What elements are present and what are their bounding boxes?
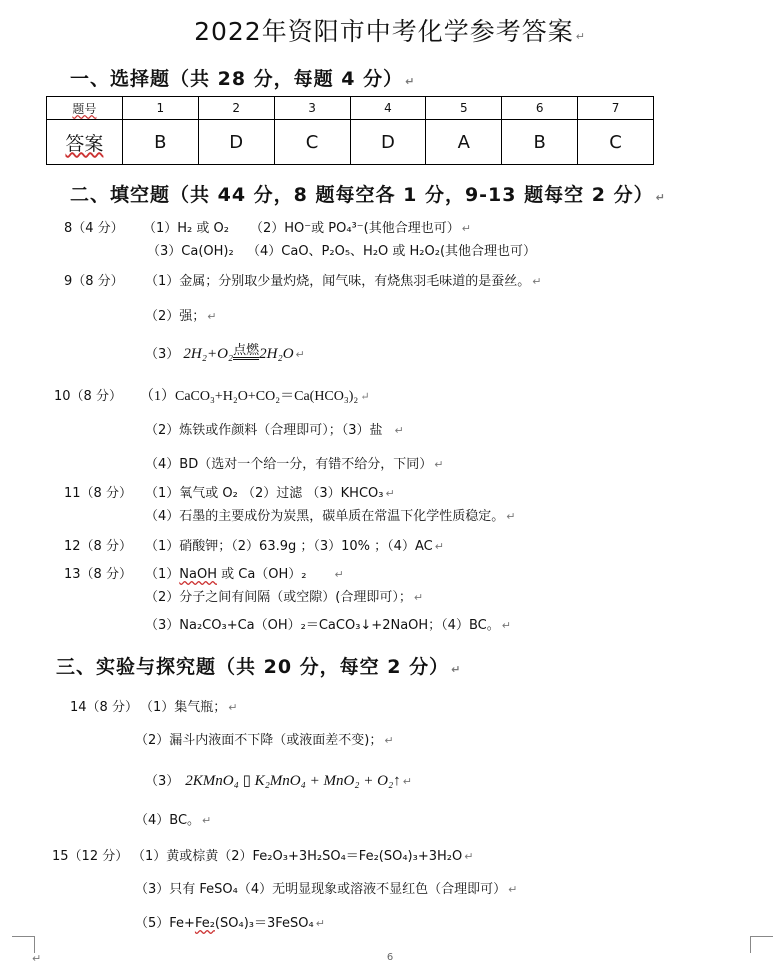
q9-equation-products: 2H₂O — [259, 346, 294, 362]
q15-answer-1: （1）黄或棕黄（2）Fe₂O₃+3H₂SO₄＝Fe₂(SO₄)₃+3H₂O ↵ — [132, 849, 474, 864]
page-corner-mark-right — [750, 936, 773, 953]
q8-answer-2: （2）HO⁻或 PO₄³⁻(其他合理也可） ↵ — [250, 221, 471, 236]
q9-condition: 点燃 — [233, 343, 260, 358]
q12-number: 12（8 分） — [64, 539, 132, 554]
q10-answer-1: （1）CaCO₃+H₂O+CO₂＝Ca(HCO₃)₂ ↵ — [140, 389, 370, 404]
q8-number: 8（4 分） — [64, 221, 124, 236]
table-cell: B — [122, 120, 198, 165]
table-row — [47, 120, 654, 165]
section-2-heading: 二、填空题（共 44 分，8 题每空各 1 分，9-13 题每空 2 分） ↵ — [70, 184, 666, 206]
row-label-number: 题号 — [47, 97, 123, 120]
table-cell: D — [350, 120, 426, 165]
table-row — [47, 97, 654, 120]
q15-answer-3: （5）Fe+Fe₂(SO₄)₃＝3FeSO₄ ↵ — [135, 916, 325, 931]
table-cell: C — [578, 120, 654, 165]
q14-answer-1: （1）集气瓶； ↵ — [140, 700, 238, 715]
table-cell: 5 — [426, 97, 502, 120]
table-cell: 3 — [274, 97, 350, 120]
q8-answer-1: （1）H₂ 或 O₂ — [143, 221, 229, 236]
q11-answer-1: （1）氧气或 O₂ （2）过滤 （3）KHCO₃ ↵ — [145, 486, 395, 501]
q9-answer-1: （1）金属；分别取少量灼烧，闻气味，有烧焦羽毛味道的是蚕丝。 ↵ — [145, 274, 542, 289]
table-cell: D — [198, 120, 274, 165]
page-number: 6 — [386, 952, 394, 963]
q12-answer: （1）硝酸钾；（2）63.9g ；（3）10% ；（4）AC ↵ — [145, 539, 444, 554]
table-cell: 7 — [578, 97, 654, 120]
table-cell: A — [426, 120, 502, 165]
table-cell: B — [502, 120, 578, 165]
q10-number: 10（8 分） — [54, 389, 122, 404]
table-cell: 2 — [198, 97, 274, 120]
q9-answer-2: （2）强； ↵ — [145, 309, 217, 324]
q13-number: 13（8 分） — [64, 567, 132, 582]
q14-answer-3: （3） 2KMnO₄ ▯ K₂MnO₄ + MnO₂ + O₂↑ ↵ — [145, 773, 412, 789]
q14-number: 14（8 分） — [70, 700, 138, 715]
q14-answer-2: （2）漏斗内液面不下降（或液面差不变)； ↵ — [135, 733, 394, 748]
q10-answer-3: （4）BD（选对一个给一分，有错不给分，下同） ↵ — [145, 457, 444, 472]
q15-number: 15（12 分） — [52, 849, 129, 864]
row-label-answer: 答案 — [47, 120, 123, 165]
page-corner-mark-left — [12, 936, 35, 953]
q11-number: 11（8 分） — [64, 486, 132, 501]
q9-answer-3: （3） 2H₂+O₂点燃2H₂O ↵ — [145, 343, 305, 362]
q8-answer-3: （3）Ca(OH)₂ — [147, 244, 234, 259]
q13-answer-2: （2）分子之间有间隔（或空隙）(合理即可）； ↵ — [145, 590, 424, 605]
section-3-heading: 三、实验与探究题（共 20 分，每空 2 分） ↵ — [56, 656, 462, 678]
page-title: 2022年资阳市中考化学参考答案 ↵ — [194, 17, 586, 46]
q13-answer-3: （3）Na₂CO₃+Ca（OH）₂＝CaCO₃↓+2NaOH；（4）BC。 ↵ — [145, 618, 511, 633]
section-1-heading: 一、选择题（共 28 分，每题 4 分） ↵ — [70, 68, 416, 90]
q9-equation-reactants: 2H₂+O₂ — [183, 346, 234, 362]
table-cell: 1 — [122, 97, 198, 120]
q10-answer-2: （2）炼铁或作颜料（合理即可）；（3）盐 ↵ — [145, 423, 404, 438]
q14-equation: 2KMnO₄ ▯ K₂MnO₄ + MnO₂ + O₂↑ — [185, 773, 401, 789]
q8-answer-4: （4）CaO、P₂O₅、H₂O 或 H₂O₂(其他合理也可） — [247, 244, 537, 259]
answer-table — [46, 96, 654, 165]
footer-paragraph-mark: ↵ — [32, 952, 42, 965]
q11-answer-2: （4）石墨的主要成份为炭黑，碳单质在常温下化学性质稳定。 ↵ — [145, 509, 516, 524]
q9-number: 9（8 分） — [64, 274, 124, 289]
table-cell: C — [274, 120, 350, 165]
q15-answer-2: （3）只有 FeSO₄（4）无明显现象或溶液不显红色（合理即可） ↵ — [135, 882, 518, 897]
q14-answer-4: （4）BC。 ↵ — [135, 813, 212, 828]
table-cell: 4 — [350, 97, 426, 120]
q13-answer-1: （1）NaOH 或 Ca（OH）₂ ↵ — [145, 567, 344, 582]
table-cell: 6 — [502, 97, 578, 120]
